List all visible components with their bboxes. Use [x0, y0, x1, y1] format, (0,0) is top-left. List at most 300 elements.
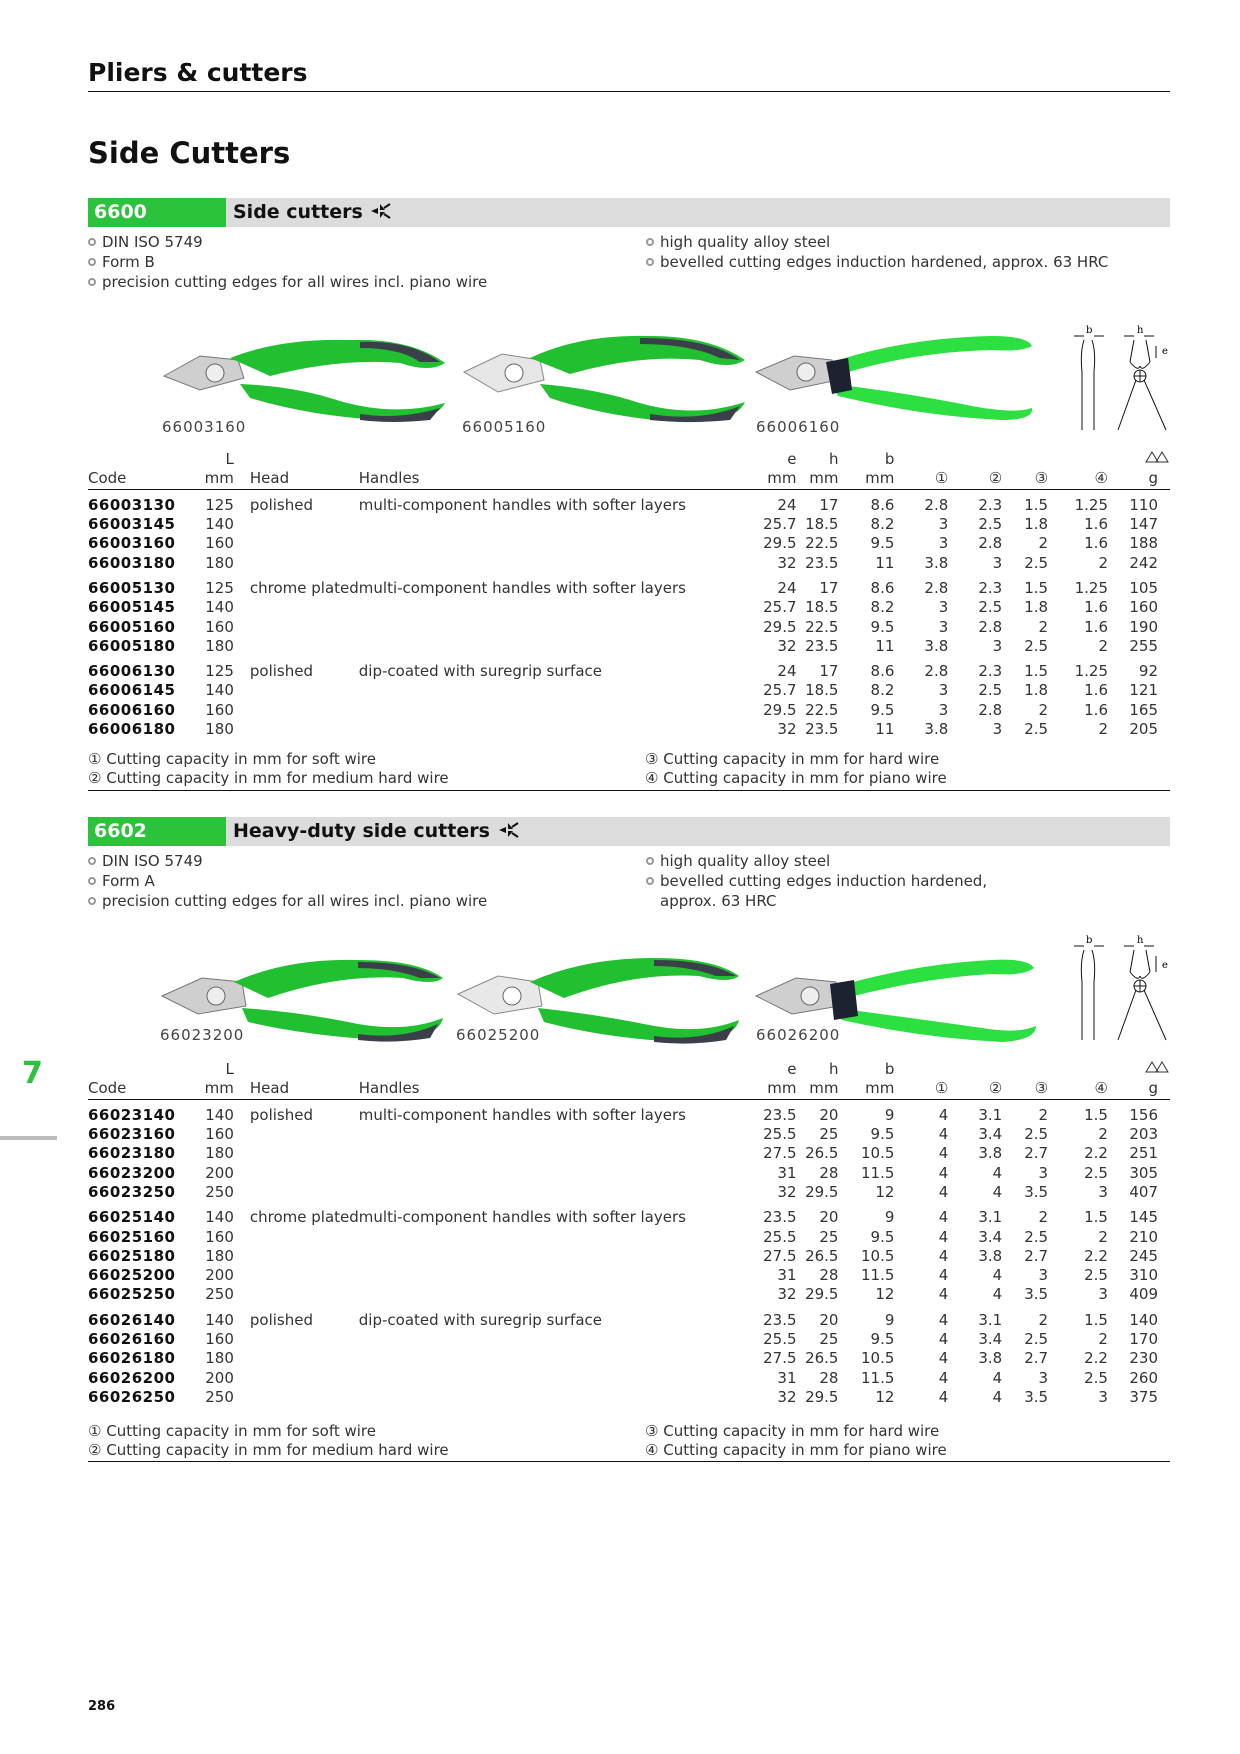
table-cell: 3: [1038, 1266, 1049, 1285]
table-cell: 121: [1129, 681, 1158, 700]
table-cell: [359, 701, 753, 720]
table-cell: 32: [777, 553, 797, 572]
table-cell: 409: [1129, 1285, 1158, 1304]
table-cell: 4: [992, 1266, 1003, 1285]
chapter-tab-marker: [0, 1136, 57, 1140]
table-cell: 230: [1129, 1349, 1158, 1368]
feature-item: bevelled cutting edges induction hardened,: [646, 871, 1170, 891]
table-cell: multi-component handles with softer layers: [358, 578, 686, 597]
table-cell: 23.5: [763, 1208, 797, 1227]
table-cell: 4: [938, 1144, 949, 1163]
table-cell: 4: [938, 1387, 949, 1406]
table-cell: 3: [1038, 1368, 1049, 1387]
table-cell: [234, 1285, 359, 1304]
table-row: [88, 1266, 1170, 1285]
table-cell: 32: [777, 1285, 797, 1304]
bullet-icon: [88, 278, 96, 286]
table-cell: 2: [1098, 1125, 1108, 1144]
table-cell: 2.3: [978, 578, 1003, 597]
table-row: [88, 1125, 1170, 1144]
table-cell: 20: [819, 1310, 839, 1329]
table-cell: [359, 617, 753, 636]
table-cell: 32: [777, 1182, 797, 1201]
table-cell: 3: [1098, 1285, 1108, 1304]
table-row: [88, 1144, 1170, 1163]
table-cell: 200: [205, 1368, 234, 1387]
table-cell: 4: [938, 1227, 949, 1246]
table-cell: 12: [875, 1182, 895, 1201]
table-cell: 66026200: [88, 1368, 176, 1387]
table-cell: [359, 1183, 753, 1202]
table-cell: 9: [884, 1310, 895, 1329]
table-cell: 31: [777, 1368, 797, 1387]
table-cell: 9.5: [870, 534, 895, 553]
table-cell: 407: [1129, 1182, 1158, 1201]
table-cell: 18.5: [805, 681, 839, 700]
table-cell: 23.5: [763, 1310, 797, 1329]
table-cell: 18.5: [805, 598, 839, 617]
table-cell: 2.5: [1024, 553, 1049, 572]
table-cell: [234, 1247, 359, 1266]
table-cell: 31: [777, 1163, 797, 1182]
table-cell: 180: [205, 720, 234, 738]
table-cell: 3.5: [1024, 1182, 1049, 1201]
table-cell: 8.2: [870, 515, 895, 534]
bullet-icon: [646, 238, 654, 246]
table-cell: 2.7: [1024, 1349, 1049, 1368]
table-cell: 3.8: [924, 553, 949, 572]
dimension-diagram: [1068, 932, 1172, 1044]
table-cell: 3: [1098, 1387, 1108, 1406]
table-cell: 28: [819, 1368, 839, 1387]
table-cell: 66026250: [88, 1387, 176, 1406]
table-cell: multi-component handles with softer layers: [358, 1208, 686, 1227]
table-cell: 11.5: [861, 1266, 895, 1285]
table-cell: 9: [884, 1105, 895, 1124]
dim-label-b: b: [1086, 935, 1093, 946]
product-name-text: Heavy-duty side cutters: [233, 820, 490, 842]
table-cell: dip-coated with suregrip surface: [358, 662, 602, 681]
table-cell: 2: [1038, 1208, 1049, 1227]
table-cell: [234, 720, 359, 739]
page-title: Side Cutters: [88, 136, 291, 170]
table-cell: 2.5: [1084, 1163, 1108, 1182]
table-cell: [234, 1330, 359, 1349]
table-cell: [359, 1266, 753, 1285]
table-cell: 17: [819, 578, 839, 597]
table-cell: [234, 1368, 359, 1387]
table-cell: 1.5: [1084, 1208, 1108, 1227]
table-row: [88, 496, 1170, 515]
table-cell: 255: [1129, 636, 1158, 655]
table-cell: 250: [205, 1182, 234, 1201]
product-code: 6602: [88, 817, 226, 846]
table-cell: 3: [992, 720, 1003, 738]
table-cell: 9.5: [870, 1125, 895, 1144]
table-cell: 105: [1129, 578, 1158, 597]
table-cell: 1.6: [1084, 598, 1108, 617]
table-row: [88, 637, 1170, 656]
table-cell: 4: [938, 1266, 949, 1285]
table-cell: 3.8: [978, 1144, 1003, 1163]
table-cell: 3.8: [978, 1349, 1003, 1368]
table-cell: 1.5: [1084, 1105, 1108, 1124]
table-cell: 25.5: [763, 1125, 797, 1144]
table-cell: 4: [938, 1125, 949, 1144]
table-cell: 23.5: [763, 1105, 797, 1124]
table-cell: 26.5: [805, 1349, 839, 1368]
table-cell: 2: [1038, 534, 1049, 553]
table-cell: 165: [1129, 700, 1158, 719]
table-cell: 3: [1098, 1182, 1108, 1201]
table-cell: [234, 1227, 359, 1246]
table-cell: [234, 1388, 359, 1407]
table-cell: 17: [819, 662, 839, 681]
table-cell: 140: [205, 1105, 234, 1124]
table-cell: 1.6: [1084, 617, 1108, 636]
side-cutter-icon: [369, 202, 391, 220]
table-cell: 3.5: [1024, 1387, 1049, 1406]
table-cell: 66003180: [88, 553, 176, 572]
table-cell: [234, 1144, 359, 1163]
table-cell: 29.5: [805, 1182, 839, 1201]
table-cell: 20: [819, 1208, 839, 1227]
table-cell: 23.5: [805, 720, 839, 738]
image-label: 66023200: [160, 1026, 245, 1044]
table-cell: 11: [875, 553, 895, 572]
table-cell: 140: [205, 598, 234, 617]
table-cell: 66025200: [88, 1266, 176, 1285]
table-cell: 27.5: [763, 1144, 797, 1163]
table-cell: 4: [992, 1182, 1003, 1201]
table-row: [88, 1368, 1170, 1387]
table-cell: 3: [992, 636, 1003, 655]
table-cell: 10.5: [861, 1144, 895, 1163]
table-cell: 8.6: [870, 495, 895, 514]
weight-icon: [1108, 1060, 1170, 1079]
table-row: [88, 617, 1170, 636]
table-cell: 250: [205, 1285, 234, 1304]
bullet-icon: [88, 877, 96, 885]
dim-label-b: b: [1086, 325, 1093, 336]
table-cell: 140: [205, 1208, 234, 1227]
table-cell: 92: [1138, 662, 1158, 681]
feature-item: precision cutting edges for all wires incl. piano wire: [88, 891, 628, 911]
table-cell: 4: [992, 1285, 1003, 1304]
table-cell: 203: [1129, 1125, 1158, 1144]
feature-item: approx. 63 HRC: [660, 892, 777, 910]
table-cell: [359, 1163, 753, 1182]
table-cell: 250: [205, 1387, 234, 1406]
table-cell: 32: [777, 636, 797, 655]
table-cell: 9: [884, 1208, 895, 1227]
table-cell: 2.2: [1084, 1144, 1108, 1163]
table-cell: [359, 1349, 753, 1368]
table-cell: 66005180: [88, 636, 176, 655]
footnote-rule: [88, 790, 1170, 791]
table-cell: [359, 534, 753, 553]
feature-item: Form B: [88, 252, 628, 272]
table-cell: 9.5: [870, 1227, 895, 1246]
table-cell: 3.1: [978, 1208, 1003, 1227]
table-cell: 2.5: [1084, 1368, 1108, 1387]
table-cell: 18.5: [805, 515, 839, 534]
table-cell: 1.5: [1024, 662, 1049, 681]
table-cell: 4: [992, 1368, 1003, 1387]
table-cell: 180: [205, 1349, 234, 1368]
table-cell: 29.5: [763, 534, 797, 553]
table-cell: 66023160: [88, 1125, 176, 1144]
image-label: 66026200: [756, 1026, 841, 1044]
table-cell: [359, 1368, 753, 1387]
table-cell: 66023200: [88, 1163, 176, 1182]
table-cell: 3.5: [1024, 1285, 1049, 1304]
table-cell: 66006160: [88, 700, 176, 719]
table-cell: 22.5: [805, 534, 839, 553]
table-cell: 4: [938, 1246, 949, 1265]
table-cell: 1.8: [1024, 681, 1049, 700]
table-cell: 3: [938, 515, 949, 534]
table-cell: 2.7: [1024, 1144, 1049, 1163]
table-cell: 26.5: [805, 1246, 839, 1265]
table-cell: 3.4: [978, 1227, 1003, 1246]
product-bar-6600: [88, 198, 1170, 227]
table-cell: 2.8: [924, 578, 949, 597]
table-cell: 12: [875, 1285, 895, 1304]
table-row: [88, 515, 1170, 534]
table-cell: 20: [819, 1105, 839, 1124]
table-cell: 25.7: [763, 598, 797, 617]
table-cell: 3: [938, 534, 949, 553]
table-cell: 188: [1129, 534, 1158, 553]
table-cell: polished: [249, 1105, 313, 1124]
table-cell: 11: [875, 636, 895, 655]
table-cell: 1.25: [1074, 662, 1108, 681]
spec-table-6602: L e h b Code mm Head Handles mm mm mm ① ② ③ ④ g 66023140 140 polished multi-component handles with softer layers 23.5 20 9 4 3.1 2 1.5 156 66023160 160 25.5 25 9.5 4 3.4 2.5 2 203 66023180 180 27.5 26.5 10.5 4 3.8 2.7 2.2 251 66023200 200 31 28 11.5 4 4 3 2.5 305 66023250 250 32 29.5 12 4 4 3.5 3 407 66025140 140 chrome plated multi-component handles with softer layers 23.5 20 9 4 3.1 2 1.5 145 66025160 160 25.5 25 9.5 4 3.4 2.5 2 210 66025180 180 27.5 26.5 10.5 4 3.8 2.7 2.2 245 66025200 200 31 28 11.5 4 4 3 2.5 310 66025250 250 32 29.5 12 4 4 3.5 3 409 66026140 140 polished dip-coated with suregrip surface 23.5 20 9 4 3.1 2 1.5 140 66026160 160 25.5 25 9.5 4 3.4 2.5 2 170 66026180 180 27.5 26.5 10.5 4 3.8 2.7 2.2 230 66026200 200 31 28 11.5 4 4 3 2.5 260 66026250 250 32 29.5 12 4 4 3.5 3 375: [88, 1060, 1170, 1407]
table-row: [88, 1106, 1170, 1125]
table-cell: 2.3: [978, 495, 1003, 514]
table-cell: 24: [777, 495, 797, 514]
table-cell: 66026180: [88, 1349, 176, 1368]
table-cell: 2.8: [924, 495, 949, 514]
table-cell: [359, 1285, 753, 1304]
table-cell: 2.8: [924, 662, 949, 681]
table-cell: 29.5: [805, 1387, 839, 1406]
table-cell: [359, 515, 753, 534]
image-label: 66005160: [462, 418, 547, 436]
feature-item: bevelled cutting edges induction hardened, approx. 63 HRC: [646, 252, 1170, 272]
table-cell: 31: [777, 1266, 797, 1285]
plier-image-66006160: [752, 328, 1042, 424]
feature-item: high quality alloy steel: [646, 851, 1170, 871]
table-cell: 375: [1129, 1387, 1158, 1406]
plier-image-66003160: [160, 328, 450, 424]
table-cell: 3.8: [924, 720, 949, 738]
table-cell: 66006145: [88, 681, 176, 700]
table-cell: 2: [1098, 1227, 1108, 1246]
table-cell: 156: [1129, 1105, 1158, 1124]
dim-label-e: e: [1162, 960, 1168, 971]
table-cell: 4: [938, 1105, 949, 1124]
table-row: [88, 1208, 1170, 1227]
table-cell: 160: [205, 1330, 234, 1348]
table-cell: 260: [1129, 1368, 1158, 1387]
table-cell: [234, 534, 359, 553]
table-cell: 66005145: [88, 598, 176, 617]
table-cell: 1.5: [1084, 1310, 1108, 1329]
header-divider: [88, 91, 1170, 92]
plier-image-66005160: [460, 328, 750, 424]
table-cell: [359, 1330, 753, 1349]
table-cell: 24: [777, 662, 797, 681]
table-cell: 26.5: [805, 1144, 839, 1163]
table-cell: 3.8: [978, 1246, 1003, 1265]
table-cell: 22.5: [805, 700, 839, 719]
table-cell: 17: [819, 495, 839, 514]
table-cell: 110: [1129, 495, 1158, 514]
table-cell: 23.5: [805, 553, 839, 572]
table-cell: polished: [249, 1310, 313, 1329]
table-cell: 3.4: [978, 1330, 1003, 1348]
table-cell: 23.5: [805, 636, 839, 655]
table-cell: [359, 720, 753, 739]
table-cell: 190: [1129, 617, 1158, 636]
table-cell: [234, 515, 359, 534]
table-cell: 66025250: [88, 1285, 176, 1304]
table-cell: 9.5: [870, 700, 895, 719]
table-cell: 3.1: [978, 1105, 1003, 1124]
table-cell: [234, 701, 359, 720]
table-cell: 251: [1129, 1144, 1158, 1163]
image-label: 66003160: [162, 418, 247, 436]
table-cell: 180: [205, 636, 234, 655]
table-cell: 2.5: [1024, 1227, 1049, 1246]
table-cell: 2.7: [1024, 1246, 1049, 1265]
table-cell: 11.5: [861, 1163, 895, 1182]
table-cell: 205: [1129, 720, 1158, 738]
table-cell: 25.7: [763, 681, 797, 700]
table-cell: 25.7: [763, 515, 797, 534]
table-cell: [234, 1125, 359, 1144]
table-cell: 1.6: [1084, 681, 1108, 700]
table-cell: 29.5: [805, 1285, 839, 1304]
table-cell: 2.8: [978, 617, 1003, 636]
table-cell: [234, 1349, 359, 1368]
table-cell: 160: [205, 534, 234, 553]
table-row: [88, 662, 1170, 681]
table-cell: 3.4: [978, 1125, 1003, 1144]
table-row: [88, 1330, 1170, 1349]
image-label: 66006160: [756, 418, 841, 436]
bullet-icon: [88, 857, 96, 865]
table-cell: 25: [819, 1125, 839, 1144]
table-cell: 8.6: [870, 578, 895, 597]
table-row: [88, 1285, 1170, 1304]
table-cell: 3: [992, 553, 1003, 572]
table-cell: 66003145: [88, 515, 176, 534]
spec-table-body: [88, 489, 1170, 739]
image-label: 66025200: [456, 1026, 541, 1044]
section-title: Pliers & cutters: [88, 58, 308, 87]
table-cell: 160: [205, 617, 234, 636]
table-cell: [359, 1247, 753, 1266]
table-cell: 2.5: [978, 515, 1003, 534]
table-row: [88, 701, 1170, 720]
table-row: [88, 1163, 1170, 1182]
table-cell: 140: [205, 1310, 234, 1329]
table-row: [88, 1227, 1170, 1246]
table-cell: 32: [777, 720, 797, 738]
table-row: [88, 598, 1170, 617]
table-cell: 4: [938, 1285, 949, 1304]
table-cell: 125: [205, 578, 234, 597]
table-cell: 25: [819, 1227, 839, 1246]
table-cell: 4: [992, 1387, 1003, 1406]
table-cell: 11: [875, 720, 895, 738]
table-cell: 1.6: [1084, 534, 1108, 553]
product-name: [233, 198, 391, 227]
table-cell: 22.5: [805, 617, 839, 636]
footnote-rule: [88, 1461, 1170, 1462]
table-cell: [234, 637, 359, 656]
table-cell: 12: [875, 1387, 895, 1406]
table-cell: 2.5: [1024, 1330, 1049, 1348]
table-cell: 160: [1129, 598, 1158, 617]
table-cell: 3: [938, 700, 949, 719]
product-code: 6600: [88, 198, 226, 227]
table-row: [88, 579, 1170, 598]
table-cell: [359, 1125, 753, 1144]
spec-table-6600: L e h b Code mm Head Handles mm mm mm ① ② ③ ④ g 66003130 125 polished multi-component handles with softer layers 24 17 8.6 2.8 2.3 1.5 1.25 110 66003145 140 25.7 18.5 8.2 3 2.5 1.8 1.6 147 66003160 160 29.5 22.5 9.5 3 2.8 2 1.6 188 66003180 180 32 23.5 11 3.8 3 2.5 2 242 66005130 125 chrome plated multi-component handles with softer layers 24 17 8.6 2.8 2.3 1.5 1.25 105 66005145 140 25.7 18.5 8.2 3 2.5 1.8 1.6 160 66005160 160 29.5 22.5 9.5 3 2.8 2 1.6 190 66005180 180 32 23.5 11 3.8 3 2.5 2 255 66006130 125 polished dip-coated with suregrip surface 24 17 8.6 2.8 2.3 1.5 1.25 92 66006145 140 25.7 18.5 8.2 3 2.5 1.8 1.6 121 66006160 160 29.5 22.5 9.5 3 2.8 2 1.6 165 66006180 180 32 23.5 11 3.8 3 2.5 2 205: [88, 450, 1170, 739]
table-cell: 180: [205, 553, 234, 572]
table-cell: multi-component handles with softer layers: [358, 495, 686, 514]
table-cell: 4: [938, 1182, 949, 1201]
table-cell: 4: [938, 1310, 949, 1329]
product-name: [233, 817, 519, 846]
feature-item: high quality alloy steel: [646, 232, 1170, 252]
table-cell: 29.5: [763, 700, 797, 719]
table-cell: chrome plated: [249, 1208, 359, 1227]
table-cell: 2: [1038, 1310, 1049, 1329]
table-cell: dip-coated with suregrip surface: [358, 1310, 602, 1329]
table-cell: 66023250: [88, 1182, 176, 1201]
bullet-icon: [88, 258, 96, 266]
table-cell: 1.6: [1084, 515, 1108, 534]
feature-item: DIN ISO 5749: [88, 851, 628, 871]
table-cell: 305: [1129, 1163, 1158, 1182]
table-cell: 2.5: [1024, 720, 1049, 738]
table-cell: 1.6: [1084, 700, 1108, 719]
table-cell: 25.5: [763, 1227, 797, 1246]
bullet-icon: [646, 877, 654, 885]
features-left: [88, 851, 628, 911]
page-number: 286: [88, 1699, 116, 1714]
table-cell: 242: [1129, 553, 1158, 572]
table-cell: 1.25: [1074, 578, 1108, 597]
table-cell: [234, 598, 359, 617]
table-cell: 8.2: [870, 598, 895, 617]
table-cell: 3: [938, 598, 949, 617]
table-cell: 4: [938, 1163, 949, 1182]
table-cell: 1.25: [1074, 495, 1108, 514]
table-cell: 140: [205, 681, 234, 700]
features-left: [88, 232, 628, 292]
table-cell: 66003130: [88, 495, 176, 514]
table-cell: 27.5: [763, 1349, 797, 1368]
table-row: [88, 1388, 1170, 1407]
dim-label-e: e: [1162, 346, 1168, 357]
table-cell: 4: [938, 1330, 949, 1348]
